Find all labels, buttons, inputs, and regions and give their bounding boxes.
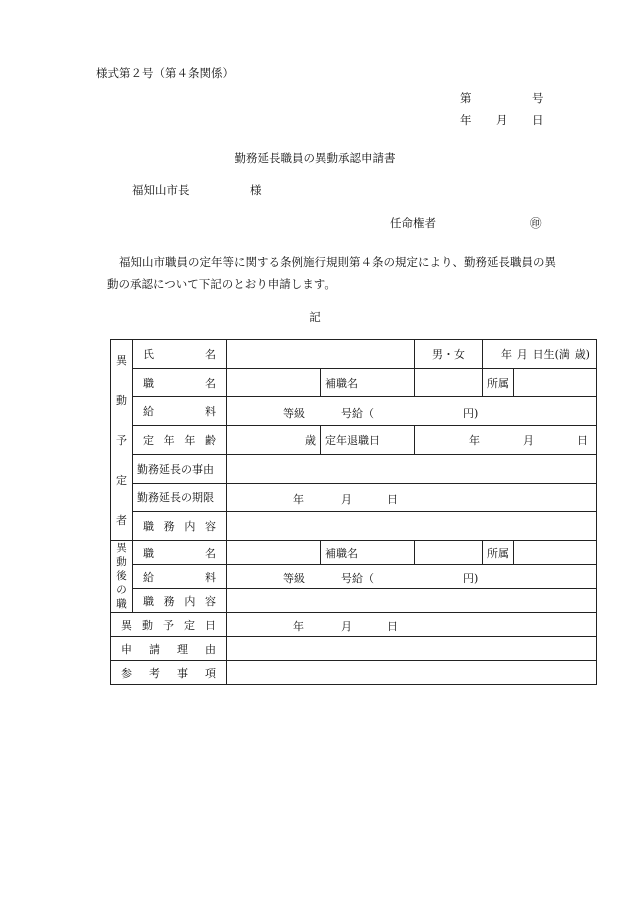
- after-salary-field[interactable]: 等級 号給（ 円): [227, 565, 597, 589]
- retirement-date-label: 定年退職日: [321, 426, 415, 455]
- application-reason-label: 申 請 理 由: [111, 637, 227, 661]
- date-day: 日: [532, 113, 544, 127]
- after-sub-post-field[interactable]: [415, 541, 483, 565]
- ki-label: 記: [309, 310, 321, 324]
- addressee: [132, 182, 262, 198]
- post-field[interactable]: [227, 368, 321, 397]
- appointer-label: 任命権者: [390, 216, 436, 230]
- after-sub-post-label: 補職名: [321, 541, 415, 565]
- sub-post-field[interactable]: [415, 368, 483, 397]
- addressee-name: 福知山市長: [132, 183, 190, 197]
- salary-field[interactable]: 等級 号給（ 円): [227, 397, 597, 426]
- seal-mark: ㊞: [530, 216, 542, 230]
- extension-period-label: 勤務延長の期限: [133, 483, 227, 512]
- retirement-age-label: 定 年 年 齢: [133, 426, 227, 455]
- application-form-table: [110, 339, 597, 685]
- sub-post-label: 補職名: [321, 368, 415, 397]
- after-post-field[interactable]: [227, 541, 321, 565]
- retirement-date-field[interactable]: 年 月 日: [415, 426, 597, 455]
- after-affiliation-field[interactable]: [514, 541, 597, 565]
- transfer-date-field[interactable]: 年 月 日: [227, 613, 597, 637]
- after-duties-field[interactable]: [227, 589, 597, 613]
- after-salary-label: 給 料: [133, 565, 227, 589]
- gender-field[interactable]: 男・女: [415, 340, 483, 369]
- after-affiliation-label: 所属: [483, 541, 514, 565]
- body-text: 福知山市職員の定年等に関する条例施行規則第４条の規定により、勤務延長職員の異動の承認について下記のとおり申請します。: [107, 255, 556, 291]
- extension-period-field[interactable]: 年 月 日: [227, 483, 597, 512]
- transfer-date-label: 異 動 予 定 日: [111, 613, 227, 637]
- remarks-label: 参 考 事 項: [111, 661, 227, 685]
- name-field[interactable]: [227, 340, 415, 369]
- extension-reason-field[interactable]: [227, 454, 597, 483]
- after-post-label: 職 名: [133, 541, 227, 565]
- birth-field[interactable]: 年 月 日生(満 歳): [483, 340, 597, 369]
- date-year: 年: [460, 113, 472, 127]
- addressee-honorific: 様: [250, 183, 262, 197]
- post-label: 職 名: [133, 368, 227, 397]
- extension-reason-label: 勤務延長の事由: [133, 454, 227, 483]
- group-post-after-transfer: 異 動 後 の 職: [111, 541, 133, 613]
- after-duties-label: 職 務 内 容: [133, 589, 227, 613]
- document-title: 勤務延長職員の異動承認申請書: [234, 151, 396, 165]
- group-scheduled-person: 異 動 予 定 者: [111, 340, 133, 541]
- remarks-field[interactable]: [227, 661, 597, 685]
- salary-label: 給 料: [133, 397, 227, 426]
- application-reason-field[interactable]: [227, 637, 597, 661]
- date-month: 月: [496, 113, 508, 127]
- duties-field[interactable]: [227, 512, 597, 541]
- retirement-age-field[interactable]: 歳: [227, 426, 321, 455]
- form-number: 様式第２号（第４条関係）: [96, 66, 234, 80]
- name-label: 氏 名: [133, 340, 227, 369]
- affiliation-field[interactable]: [514, 368, 597, 397]
- duties-label: 職 務 内 容: [133, 512, 227, 541]
- affiliation-label: 所属: [483, 368, 514, 397]
- number-dai: 第: [460, 91, 472, 105]
- number-go: 号: [532, 91, 544, 105]
